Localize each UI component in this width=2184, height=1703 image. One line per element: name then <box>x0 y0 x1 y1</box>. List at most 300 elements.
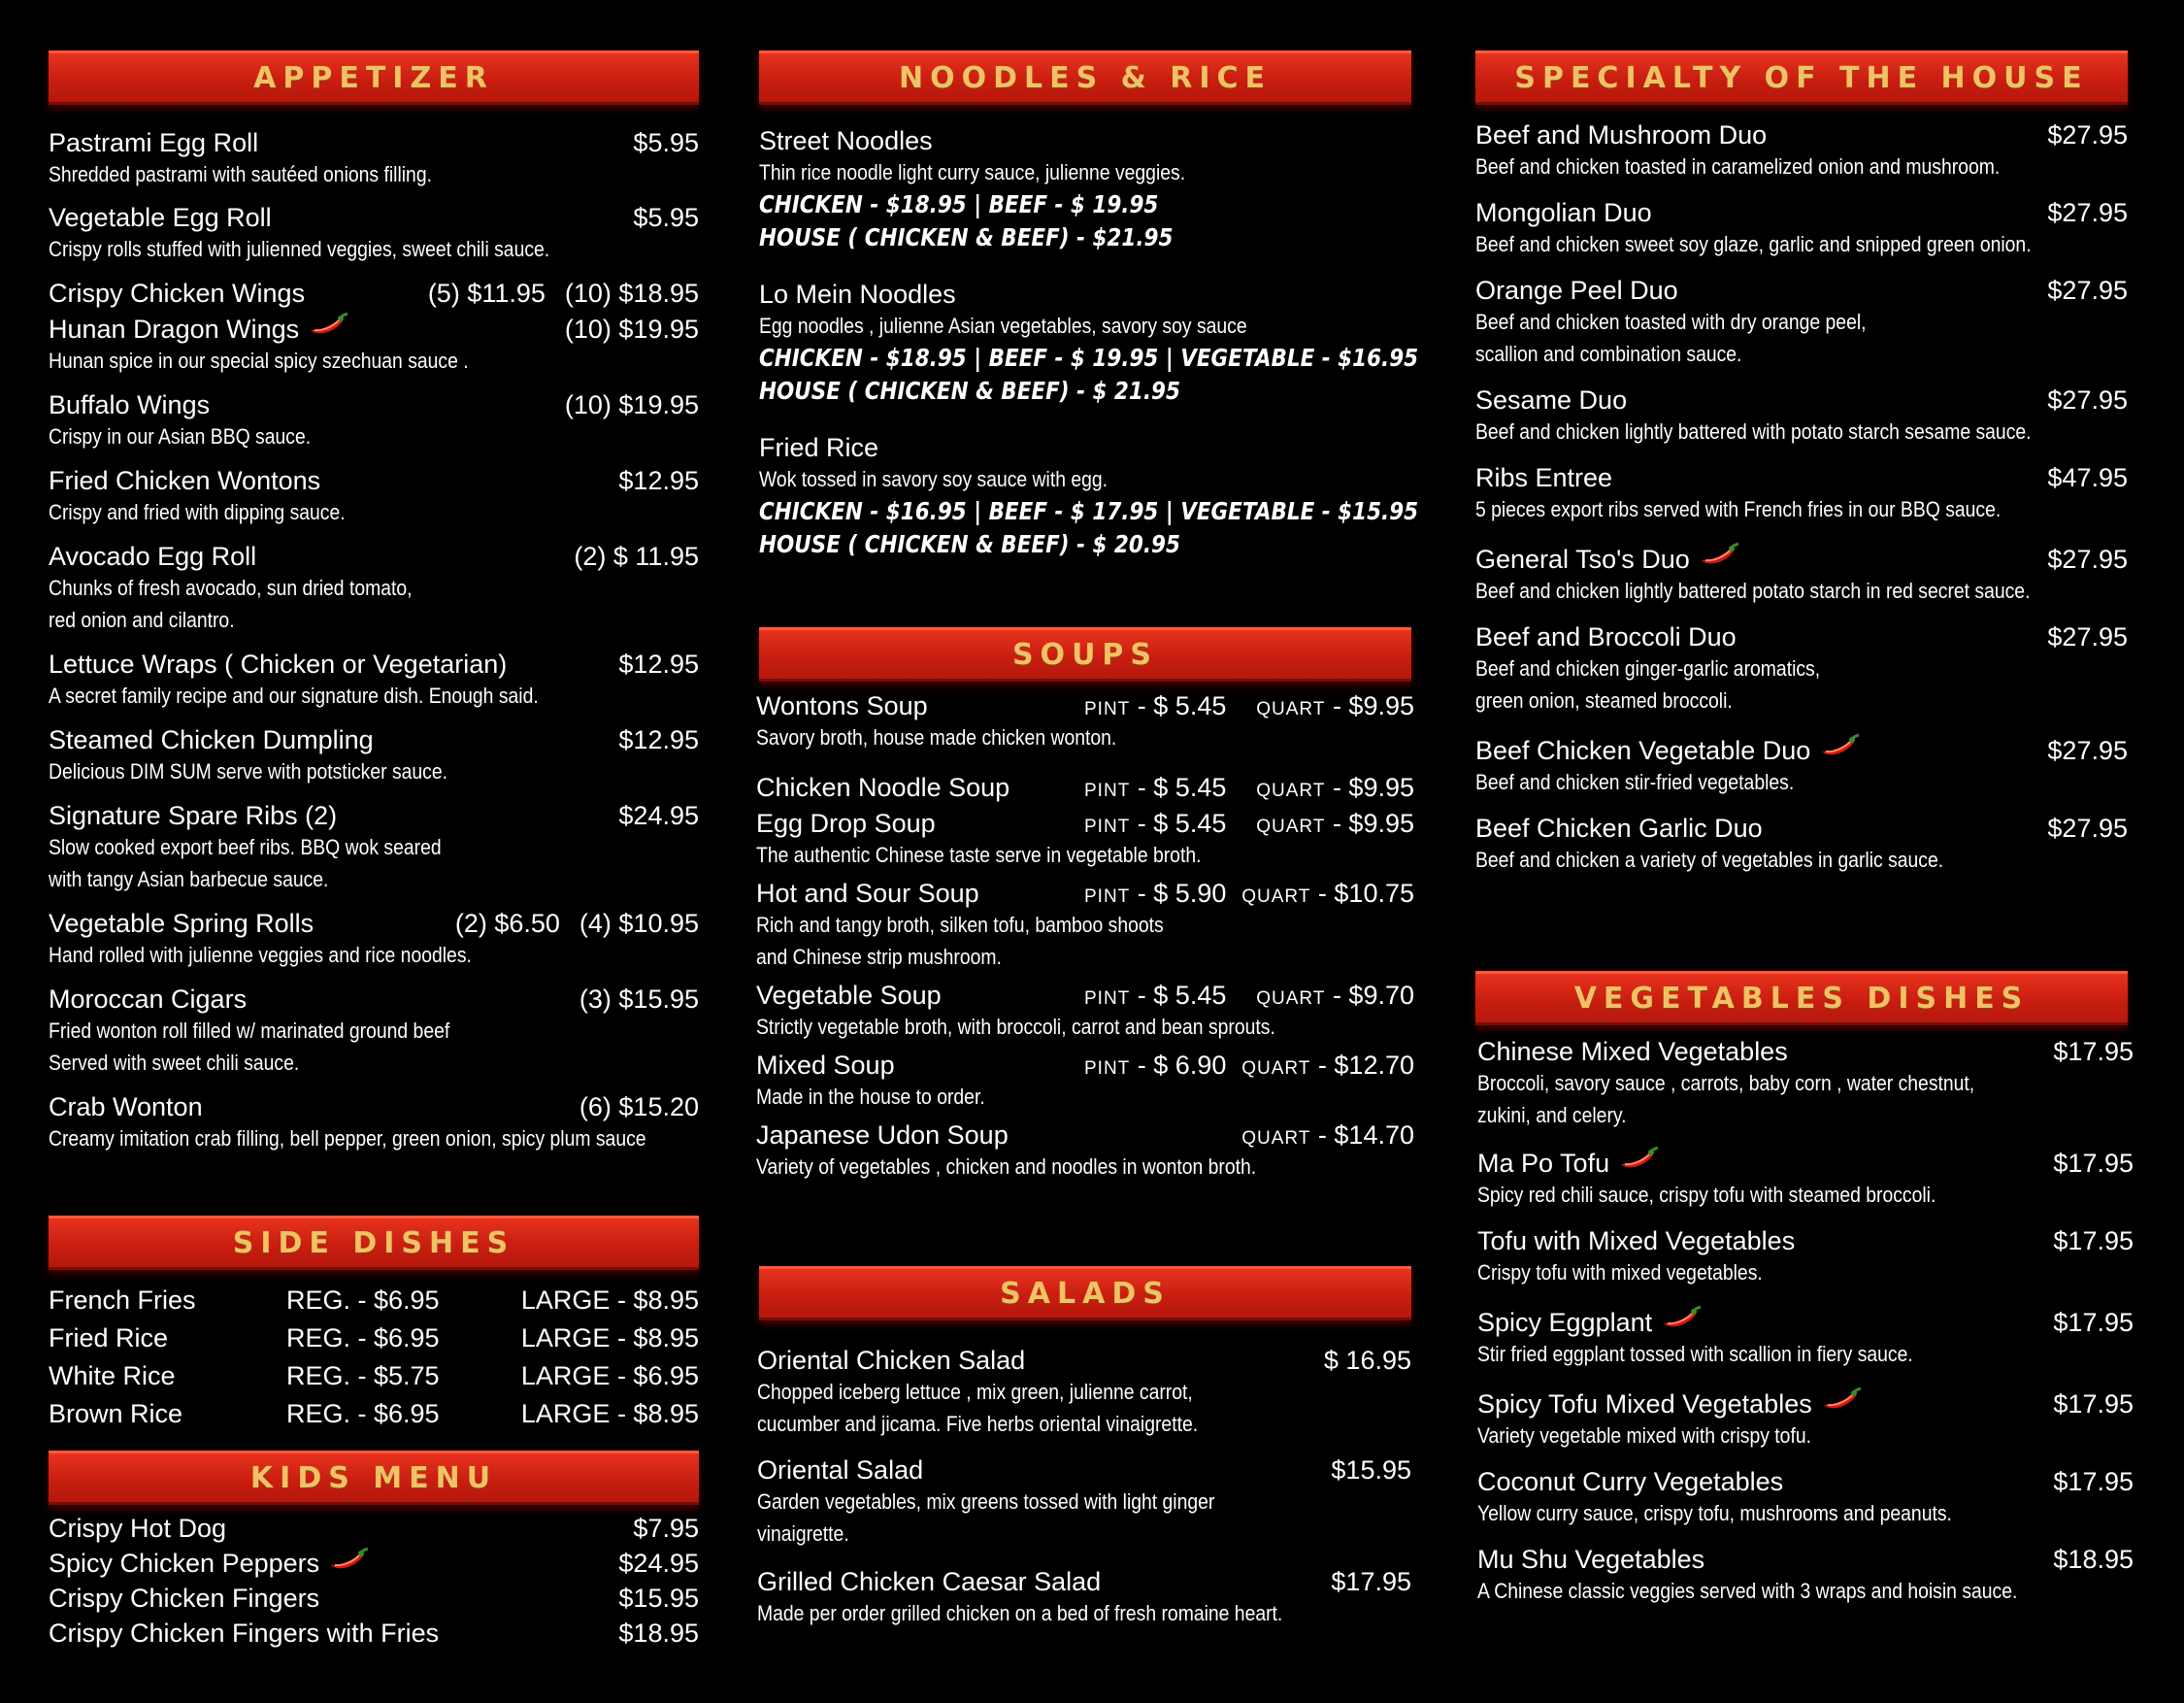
item-description: Chunks of fresh avocado, sun dried tomato, <box>49 576 413 600</box>
item-price: $17.95 <box>2053 1389 2134 1419</box>
item-name: Beef Chicken Vegetable Duo <box>1475 736 1811 765</box>
soup-quart-price <box>1256 773 1414 803</box>
item-row <box>49 985 699 1015</box>
quart-value: - $9.95 <box>1332 773 1414 802</box>
soup-name: Chicken Noodle Soup <box>756 773 1010 802</box>
noodles-rice-banner <box>759 50 1411 105</box>
noodle-price-line: HOUSE ( CHICKEN & BEEF) - $21.95 <box>759 223 1174 251</box>
pint-label: PINT <box>1084 1058 1131 1079</box>
soup-pint-price <box>1084 1051 1241 1081</box>
item-description: Crispy and fried with dipping sauce. <box>49 500 346 524</box>
soup-description: Strictly vegetable broth, with broccoli, carrot and bean sprouts. <box>756 1015 1275 1039</box>
item-name: Moroccan Cigars <box>49 985 248 1014</box>
item-row <box>1477 1037 2134 1067</box>
item-description: Beef and chicken ginger-garlic aromatics, <box>1475 656 1821 681</box>
item-price: $27.95 <box>2047 276 2128 305</box>
side-dish-large-price: LARGE - $6.95 <box>520 1361 699 1390</box>
item-price: (4) $10.95 <box>579 909 699 938</box>
side-dish-name: Brown Rice <box>49 1399 183 1428</box>
menu-item <box>1477 1037 2134 1131</box>
noodle-price-line: HOUSE ( CHICKEN & BEEF) - $ 21.95 <box>759 377 1180 405</box>
item-name: Ma Po Tofu <box>1477 1149 1610 1178</box>
noodles-rice-title: NOODLES & RICE <box>898 60 1273 95</box>
item-description: Beef and chicken lightly battered with potato starch sesame sauce. <box>1475 419 2032 444</box>
item-name: Buffalo Wings <box>49 390 211 419</box>
item-name: Steamed Chicken Dumpling <box>49 725 374 754</box>
item-name: Coconut Curry Vegetables <box>1477 1467 1784 1496</box>
soup-row <box>756 1120 1414 1151</box>
item-row <box>1475 732 2128 766</box>
noodle-item <box>759 126 1411 254</box>
soup-row <box>756 981 1414 1011</box>
item-description: Fried wonton roll filled w/ marinated ground beef <box>49 1018 450 1043</box>
menu-item <box>1475 541 2128 607</box>
item-description: Beef and chicken sweet soy glaze, garlic and snipped green onion. <box>1475 232 2032 256</box>
menu-item <box>49 311 699 377</box>
soup-row <box>756 691 1414 721</box>
soup-pint-price <box>1084 879 1241 909</box>
item-description: Delicious DIM SUM serve with potsticker sauce. <box>49 759 447 784</box>
kids-item-price: $7.95 <box>633 1514 699 1543</box>
soup-row <box>756 809 1414 839</box>
pint-label: PINT <box>1084 988 1131 1009</box>
item-price: $17.95 <box>2053 1226 2134 1255</box>
item-row <box>49 650 699 680</box>
item-quantity-price: (5) $11.95 <box>427 279 546 308</box>
menu-item <box>49 542 699 636</box>
soup-description: Savory broth, house made chicken wonton. <box>756 725 1117 750</box>
menu-item <box>1477 1226 2134 1288</box>
kids-menu-row <box>49 1546 699 1581</box>
item-description: Stir fried eggplant tossed with scallion in fiery sauce. <box>1477 1342 1913 1366</box>
item-name: Oriental Chicken Salad <box>757 1346 1026 1375</box>
side-dishes-title: SIDE DISHES <box>232 1225 515 1260</box>
side-dishes-list <box>49 1282 699 1433</box>
quart-label: QUART <box>1256 817 1326 837</box>
item-row <box>1475 120 2128 150</box>
item-name: Mu Shu Vegetables <box>1477 1545 1705 1574</box>
item-name: Lettuce Wraps ( Chicken or Vegetarian) <box>49 650 508 679</box>
noodle-price-line: HOUSE ( CHICKEN & BEEF) - $ 20.95 <box>759 530 1180 558</box>
item-description: with tangy Asian barbecue sauce. <box>49 867 329 891</box>
item-name: Beef and Broccoli Duo <box>1475 622 1737 651</box>
menu-item <box>49 1092 699 1154</box>
item-name: Spicy Tofu Mixed Vegetables <box>1477 1389 1812 1419</box>
item-name: Spicy Eggplant <box>1477 1308 1653 1337</box>
item-price: $18.95 <box>2053 1545 2134 1574</box>
menu-item <box>49 985 699 1079</box>
specialty-title: SPECIALTY OF THE HOUSE <box>1514 60 2089 95</box>
item-price: (2) $ 11.95 <box>574 542 699 571</box>
item-name: Fried Chicken Wontons <box>49 466 321 495</box>
item-name: Grilled Chicken Caesar Salad <box>757 1567 1102 1596</box>
menu-item <box>1477 1145 2134 1211</box>
pint-value: - $ 5.45 <box>1137 773 1227 802</box>
item-description: Slow cooked export beef ribs. BBQ wok seared <box>49 835 442 859</box>
item-description: Crispy tofu with mixed vegetables. <box>1477 1260 1763 1285</box>
item-price: (10) $19.95 <box>564 390 699 419</box>
item-price: (6) $15.20 <box>579 1092 699 1121</box>
pint-label: PINT <box>1084 886 1131 907</box>
menu-item <box>1475 732 2128 798</box>
item-description: Broccoli, savory sauce , carrots, baby corn , water chestnut, <box>1477 1071 1975 1095</box>
item-price: $27.95 <box>2047 198 2128 227</box>
item-name: Mongolian Duo <box>1475 198 1652 227</box>
item-price: $15.95 <box>1331 1455 1411 1485</box>
kids-item-name: Crispy Chicken Fingers with Fries <box>49 1619 440 1648</box>
salads-list <box>757 1346 1411 1629</box>
item-row <box>757 1455 1411 1486</box>
item-name: Signature Spare Ribs (2) <box>49 801 338 830</box>
menu-item <box>49 650 699 712</box>
quart-value: - $12.70 <box>1317 1051 1414 1080</box>
item-price: $47.95 <box>2047 463 2128 492</box>
kids-item-price: $24.95 <box>618 1549 699 1578</box>
noodle-price-line: CHICKEN - $18.95 | BEEF - $ 19.95 | VEGETABLE - $16.95 <box>759 344 1419 372</box>
item-price: $12.95 <box>618 650 699 679</box>
item-name: Crab Wonton <box>49 1092 203 1121</box>
item-quantity-price: (2) $6.50 <box>454 909 560 938</box>
item-price: $12.95 <box>618 466 699 495</box>
chili-pepper-icon <box>307 311 349 338</box>
item-price: $24.95 <box>618 801 699 830</box>
pint-label: PINT <box>1084 781 1131 801</box>
pint-value: - $ 6.90 <box>1137 1051 1227 1080</box>
soup-name: Hot and Sour Soup <box>756 879 979 908</box>
soup-name: Japanese Udon Soup <box>756 1120 1009 1150</box>
chili-pepper-icon <box>1820 1386 1863 1413</box>
soup-pint-price <box>1084 691 1241 721</box>
noodle-item <box>759 280 1419 408</box>
pint-value: - $ 5.45 <box>1137 691 1227 720</box>
salads-title: SALADS <box>1000 1276 1171 1311</box>
item-row <box>757 1346 1411 1376</box>
soup-name: Egg Drop Soup <box>756 809 936 838</box>
soup-pint-price <box>1084 809 1241 839</box>
item-name: Pastrami Egg Roll <box>49 128 259 157</box>
kids-menu-banner <box>49 1451 699 1505</box>
item-name: Hunan Dragon Wings <box>49 315 300 344</box>
soup-description: Rich and tangy broth, silken tofu, bamboo shoots <box>756 913 1164 937</box>
chili-pepper-icon <box>1617 1145 1660 1172</box>
item-description: A Chinese classic veggies served with 3 wraps and hoisin sauce. <box>1477 1579 2018 1603</box>
menu-item <box>757 1455 1411 1550</box>
item-name: Ribs Entree <box>1475 463 1613 492</box>
item-price: $27.95 <box>2047 385 2128 415</box>
quart-value: - $9.95 <box>1332 809 1414 838</box>
side-dish-large-price: LARGE - $8.95 <box>520 1323 699 1352</box>
soup-item <box>756 809 1414 871</box>
kids-menu-row <box>49 1511 699 1546</box>
item-description: Served with sweet chili sauce. <box>49 1051 300 1075</box>
menu-item <box>1477 1304 2134 1370</box>
item-price: (10) $19.95 <box>564 315 699 344</box>
quart-value: - $14.70 <box>1317 1120 1414 1150</box>
side-dish-large-price: LARGE - $8.95 <box>520 1286 699 1315</box>
item-price: (3) $15.95 <box>579 985 699 1014</box>
chili-pepper-icon <box>1698 541 1740 568</box>
item-price: $17.95 <box>2053 1149 2134 1178</box>
vegetables-list <box>1477 1037 2134 1607</box>
item-name: Orange Peel Duo <box>1475 276 1678 305</box>
item-name: Avocado Egg Roll <box>49 542 257 571</box>
noodle-price-line: CHICKEN - $18.95 | BEEF - $ 19.95 <box>759 190 1159 218</box>
soup-name: Wontons Soup <box>756 691 928 720</box>
item-row <box>49 909 699 939</box>
soup-quart-price <box>1256 981 1414 1011</box>
soup-quart-price <box>1241 879 1414 909</box>
item-description: scallion and combination sauce. <box>1475 342 1742 366</box>
menu-item <box>1475 276 2128 370</box>
side-dish-regular-price: REG. - $5.75 <box>286 1361 440 1390</box>
side-dishes-banner <box>49 1216 699 1270</box>
menu-item <box>1477 1467 2134 1529</box>
kids-item-name: Crispy Hot Dog <box>49 1514 227 1543</box>
noodle-item <box>759 433 1419 561</box>
item-name: Beef Chicken Garlic Duo <box>1475 814 1763 843</box>
kids-item-price: $18.95 <box>618 1619 699 1648</box>
item-name: Sesame Duo <box>1475 385 1628 415</box>
item-price: $17.95 <box>2053 1308 2134 1337</box>
kids-item-price: $15.95 <box>618 1584 699 1613</box>
item-row <box>1475 276 2128 306</box>
side-dish-name: White Rice <box>49 1361 176 1390</box>
item-price: (10) $18.95 <box>564 279 699 308</box>
quart-value: - $10.75 <box>1317 879 1414 908</box>
kids-menu-row <box>49 1581 699 1616</box>
item-description: Beef and chicken stir-fried vegetables. <box>1475 770 1795 794</box>
menu-item <box>49 203 699 265</box>
item-description: Spicy red chili sauce, crispy tofu with steamed broccoli. <box>1477 1183 1936 1207</box>
soup-pint-price <box>1084 981 1241 1011</box>
item-row <box>49 801 699 831</box>
soup-item <box>756 981 1414 1043</box>
item-description: Beef and chicken a variety of vegetables in garlic sauce. <box>1475 848 1944 872</box>
item-description: Hand rolled with julienne veggies and rice noodles. <box>49 943 472 967</box>
quart-label: QUART <box>1241 886 1311 907</box>
soup-item <box>756 691 1414 753</box>
menu-item <box>49 279 699 309</box>
noodle-price-line: CHICKEN - $16.95 | BEEF - $ 17.95 | VEGETABLE - $15.95 <box>759 497 1419 525</box>
menu-item <box>1475 120 2128 183</box>
appetizer-title: APPETIZER <box>253 60 494 95</box>
soup-pint-price <box>1084 773 1241 803</box>
item-name: General Tso's Duo <box>1475 545 1690 574</box>
column-middle <box>756 50 1419 1625</box>
quart-label: QUART <box>1241 1128 1311 1149</box>
kids-menu-list <box>49 1511 699 1651</box>
item-description: Crispy in our Asian BBQ sauce. <box>49 424 312 449</box>
pint-value: - $ 5.45 <box>1137 809 1227 838</box>
specialty-banner <box>1475 50 2128 105</box>
soup-quart-price <box>1256 691 1414 721</box>
column-left <box>49 50 699 1648</box>
side-dish-regular-price: REG. - $6.95 <box>286 1323 440 1352</box>
kids-item-name: Spicy Chicken Peppers <box>49 1549 320 1578</box>
item-row <box>1475 814 2128 844</box>
item-price: $27.95 <box>2047 814 2128 843</box>
kids-menu-row <box>49 1616 699 1651</box>
soup-item <box>756 773 1414 803</box>
soup-description: and Chinese strip mushroom. <box>756 945 1002 969</box>
specialty-list <box>1475 120 2128 876</box>
item-price: $27.95 <box>2047 622 2128 651</box>
noodle-description: Wok tossed in savory soy sauce with egg. <box>759 467 1109 491</box>
soup-name: Mixed Soup <box>756 1051 895 1080</box>
pint-label: PINT <box>1084 817 1131 837</box>
noodle-description: Egg noodles , julienne Asian vegetables, savory soy sauce <box>759 314 1247 338</box>
side-dish-row <box>49 1395 699 1433</box>
item-row <box>1477 1545 2134 1575</box>
noodle-name: Fried Rice <box>759 433 879 462</box>
soup-name: Vegetable Soup <box>756 981 942 1010</box>
item-description: red onion and cilantro. <box>49 608 235 632</box>
soup-item <box>756 1120 1414 1183</box>
item-price: $27.95 <box>2047 120 2128 150</box>
item-price: $5.95 <box>633 203 699 232</box>
noodle-name: Street Noodles <box>759 126 933 155</box>
menu-item <box>49 466 699 528</box>
item-price: $12.95 <box>618 725 699 754</box>
side-dish-regular-price: REG. - $6.95 <box>286 1399 440 1428</box>
item-description: zukini, and celery. <box>1477 1103 1627 1127</box>
item-description: Beef and chicken lightly battered potato starch in red secret sauce. <box>1475 579 2031 603</box>
item-row <box>49 466 699 496</box>
side-dish-row <box>49 1319 699 1357</box>
item-row <box>1475 198 2128 228</box>
item-name: Oriental Salad <box>757 1455 924 1485</box>
kids-item-name: Crispy Chicken Fingers <box>49 1584 320 1613</box>
pint-label: PINT <box>1084 699 1131 719</box>
item-row <box>1475 463 2128 493</box>
noodle-description: Thin rice noodle light curry sauce, julienne veggies. <box>759 160 1186 184</box>
chili-pepper-icon <box>327 1546 370 1573</box>
item-row <box>757 1567 1411 1597</box>
menu-item <box>1475 622 2128 717</box>
item-price: $17.95 <box>2053 1467 2134 1496</box>
item-row <box>1477 1226 2134 1256</box>
side-dish-row <box>49 1282 699 1319</box>
chili-pepper-icon <box>1660 1304 1703 1331</box>
item-row <box>49 390 699 420</box>
menu-item <box>49 725 699 787</box>
item-row <box>1475 541 2128 575</box>
item-price: $27.95 <box>2047 545 2128 574</box>
pint-value: - $ 5.90 <box>1137 879 1227 908</box>
item-description: Beef and chicken toasted with dry orange peel, <box>1475 310 1867 334</box>
menu-item <box>49 390 699 452</box>
side-dish-row <box>49 1357 699 1395</box>
menu-item <box>757 1567 1411 1629</box>
item-description: Beef and chicken toasted in caramelized onion and mushroom. <box>1475 154 2001 179</box>
item-description: cucumber and jicama. Five herbs oriental vinaigrette. <box>757 1412 1199 1436</box>
menu-item <box>49 801 699 895</box>
item-description: Yellow curry sauce, crispy tofu, mushrooms and peanuts. <box>1477 1501 1952 1525</box>
quart-label: QUART <box>1241 1058 1311 1079</box>
menu-item <box>1475 814 2128 876</box>
soups-list <box>756 691 1414 1183</box>
soups-banner <box>759 627 1411 682</box>
item-row <box>49 542 699 572</box>
quart-value: - $9.70 <box>1332 981 1414 1010</box>
appetizer-list <box>49 128 699 1154</box>
side-dish-name: Fried Rice <box>49 1323 169 1352</box>
column-right <box>1475 50 2134 1603</box>
menu-item <box>1475 463 2128 525</box>
item-price: $5.95 <box>633 128 699 157</box>
item-price: $ 16.95 <box>1323 1346 1411 1375</box>
quart-label: QUART <box>1256 988 1326 1009</box>
soup-item <box>756 1051 1414 1113</box>
item-description: Hunan spice in our special spicy szechuan sauce . <box>49 349 469 373</box>
item-row <box>49 1092 699 1122</box>
item-description: Creamy imitation crab filling, bell pepper, green onion, spicy plum sauce <box>49 1126 646 1151</box>
soup-description: The authentic Chinese taste serve in vegetable broth. <box>756 843 1202 867</box>
item-description: 5 pieces export ribs served with French fries in our BBQ sauce. <box>1475 497 2002 521</box>
item-description: Chopped iceberg lettuce , mix green, julienne carrot, <box>757 1380 1193 1404</box>
soups-title: SOUPS <box>1011 637 1159 672</box>
item-description: Shredded pastrami with sautéed onions filling. <box>49 162 432 186</box>
item-name: Vegetable Spring Rolls <box>49 909 314 938</box>
chili-pepper-icon <box>1818 732 1861 759</box>
item-description: Made per order grilled chicken on a bed of fresh romaine heart. <box>757 1601 1283 1625</box>
item-row <box>49 128 699 158</box>
salads-banner <box>759 1266 1411 1320</box>
item-row <box>1477 1145 2134 1179</box>
item-row <box>1477 1467 2134 1497</box>
soup-quart-price <box>1256 809 1414 839</box>
appetizer-banner <box>49 50 699 105</box>
item-name: Tofu with Mixed Vegetables <box>1477 1226 1796 1255</box>
side-dish-regular-price: REG. - $6.95 <box>286 1286 440 1315</box>
vegetables-banner <box>1475 971 2128 1025</box>
menu-item <box>1475 385 2128 448</box>
vegetables-title: VEGETABLES DISHES <box>1573 981 2030 1016</box>
item-row <box>49 203 699 233</box>
quart-label: QUART <box>1256 699 1326 719</box>
item-price: $17.95 <box>1331 1567 1411 1596</box>
item-row <box>1477 1386 2134 1419</box>
menu-item <box>49 909 699 971</box>
item-name: Chinese Mixed Vegetables <box>1477 1037 1788 1066</box>
quart-label: QUART <box>1256 781 1326 801</box>
item-description: Variety vegetable mixed with crispy tofu. <box>1477 1423 1811 1448</box>
menu-item <box>757 1346 1411 1440</box>
item-description: green onion, steamed broccoli. <box>1475 688 1733 713</box>
item-description: vinaigrette. <box>757 1521 849 1546</box>
item-price: $27.95 <box>2047 736 2128 765</box>
soup-row <box>756 1051 1414 1081</box>
item-name: Crispy Chicken Wings <box>49 279 306 308</box>
quart-value: - $9.95 <box>1332 691 1414 720</box>
item-row <box>1475 622 2128 652</box>
item-description: Garden vegetables, mix greens tossed with light ginger <box>757 1489 1215 1514</box>
side-dish-large-price: LARGE - $8.95 <box>520 1399 699 1428</box>
pint-value: - $ 5.45 <box>1137 981 1227 1010</box>
soup-description: Variety of vegetables , chicken and noodles in wonton broth. <box>756 1154 1257 1179</box>
item-row <box>49 725 699 755</box>
item-name: Vegetable Egg Roll <box>49 203 272 232</box>
item-row <box>49 311 699 345</box>
soup-row <box>756 879 1414 909</box>
soup-description: Made in the house to order. <box>756 1085 985 1109</box>
menu-item <box>1477 1545 2134 1607</box>
item-description: Crispy rolls stuffed with julienned veggies, sweet chili sauce. <box>49 237 550 261</box>
soup-item <box>756 879 1414 973</box>
soup-quart-price <box>1241 1120 1414 1151</box>
kids-menu-title: KIDS MENU <box>249 1460 498 1495</box>
noodle-name: Lo Mein Noodles <box>759 280 956 309</box>
